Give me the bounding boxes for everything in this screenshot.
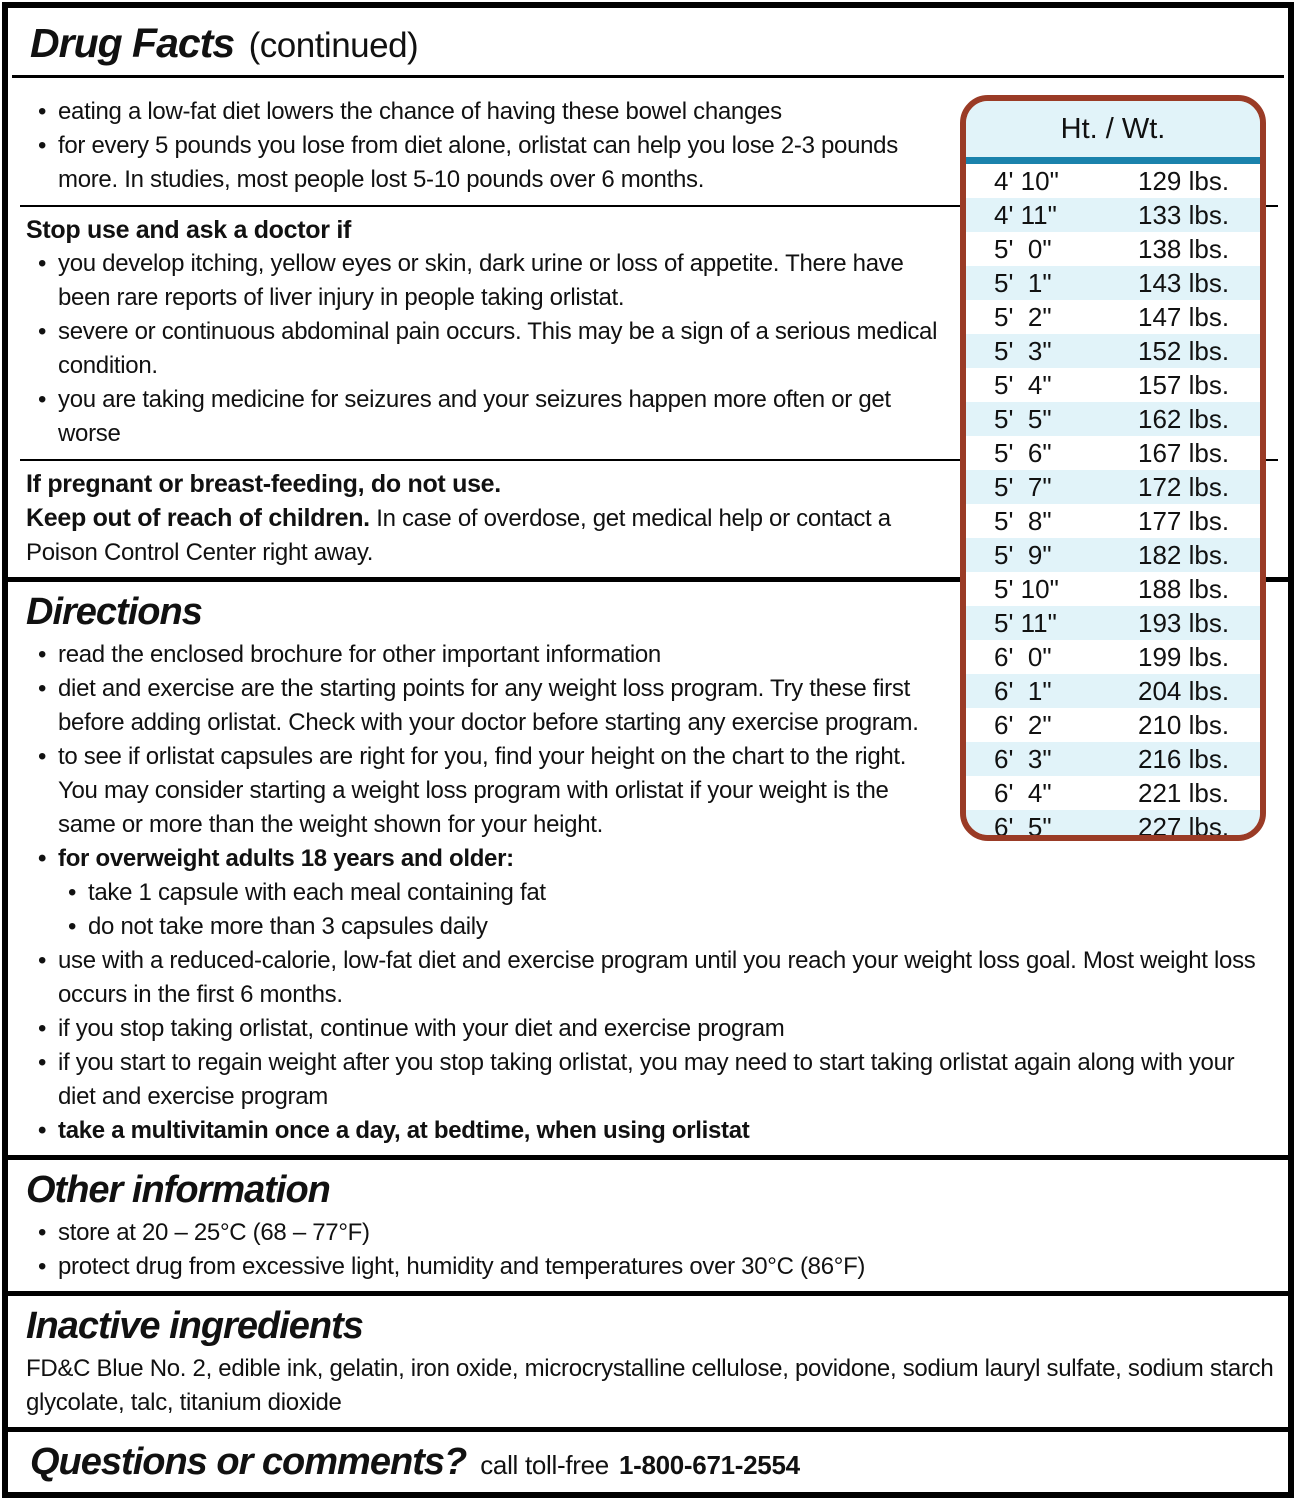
height-cell: 5' 0": [994, 234, 1052, 264]
inactive-divider: [8, 1291, 1288, 1296]
height-cell: 5' 2": [994, 302, 1052, 332]
height-cell: 6' 5": [994, 812, 1052, 841]
height-weight-table-header: Ht. / Wt.: [966, 101, 1260, 157]
inactive-heading: Inactive ingredients: [26, 1305, 363, 1347]
table-row: [966, 198, 1260, 232]
weight-cell: 129 lbs.: [1138, 166, 1230, 196]
bullet-stop-taking: • if you stop taking orlistat, continue with your diet and exercise program: [26, 1012, 1278, 1046]
weight-cell: 152 lbs.: [1138, 336, 1230, 366]
table-row: [966, 470, 1260, 504]
other-info-divider: [8, 1155, 1288, 1160]
height-cell: 6' 4": [994, 778, 1052, 808]
weight-cell: 204 lbs.: [1138, 676, 1230, 706]
phone-number: 1-800-671-2554: [618, 1450, 800, 1480]
bullet-three-capsules: • do not take more than 3 capsules daily: [56, 910, 1278, 944]
bullet-one-capsule: • take 1 capsule with each meal containing fat: [56, 876, 1278, 910]
height-cell: 6' 0": [994, 642, 1052, 672]
bullet-overweight-adults: • for overweight adults 18 years and older:: [26, 842, 1278, 876]
height-cell: 5' 3": [994, 336, 1052, 366]
questions-heading: Questions or comments?: [30, 1441, 467, 1483]
weight-cell: 172 lbs.: [1138, 472, 1230, 502]
inactive-ingredients-list: FD&C Blue No. 2, edible ink, gelatin, iron oxide, microcrystalline cellulose, povidone, sodium lauryl sulfate, sodium starch glycolate, talc, titanium dioxide: [26, 1355, 1274, 1416]
page-title: [8, 8, 1288, 69]
directions-heading: Directions: [26, 591, 202, 633]
weight-cell: 167 lbs.: [1138, 438, 1230, 468]
drug-facts-label: [2, 2, 1294, 1498]
questions-divider: [8, 1427, 1288, 1432]
bullet-protect-light: • protect drug from excessive light, humidity and temperatures over 30°C (86°F): [26, 1250, 1278, 1284]
weight-cell: 221 lbs.: [1138, 778, 1230, 808]
weight-cell: 147 lbs.: [1138, 302, 1230, 332]
pregnancy-warning: If pregnant or breast-feeding, do not use.: [26, 470, 501, 498]
weight-cell: 157 lbs.: [1138, 370, 1230, 400]
weight-cell: 199 lbs.: [1138, 642, 1230, 672]
drug-facts-title: Drug Facts: [30, 20, 235, 66]
height-cell: 5' 6": [994, 438, 1052, 468]
table-row: [966, 606, 1260, 640]
keep-out-rest: In case of overdose, get medical help or contact a Poison Control Center right away.: [26, 505, 891, 566]
weight-cell: 188 lbs.: [1138, 574, 1230, 604]
height-cell: 5' 7": [994, 472, 1052, 502]
height-cell: 5' 9": [994, 540, 1052, 570]
weight-cell: 227 lbs.: [1138, 812, 1230, 841]
height-cell: 4' 10": [994, 166, 1059, 196]
height-cell: 5' 10": [994, 574, 1059, 604]
weight-cell: 133 lbs.: [1138, 200, 1230, 230]
height-cell: 5' 1": [994, 268, 1052, 298]
weight-cell: 182 lbs.: [1138, 540, 1230, 570]
height-cell: 6' 1": [994, 676, 1052, 706]
weight-cell: 138 lbs.: [1138, 234, 1230, 264]
drug-facts-continued: (continued): [248, 26, 419, 65]
bullet-abdominal-pain: • severe or continuous abdominal pain occurs. This may be a sign of a serious medical condition.: [26, 315, 1278, 383]
questions-row: [26, 1439, 1278, 1494]
weight-cell: 143 lbs.: [1138, 268, 1230, 298]
bullet-see-chart: • to see if orlistat capsules are right for you, find your height on the chart to the right. You may consider starting a weight loss program with orlistat if your weight is the same or more than the weight shown for your height.: [26, 740, 1278, 842]
keep-out-bold: Keep out of reach of children.: [26, 504, 370, 532]
height-cell: 6' 3": [994, 744, 1052, 774]
weight-cell: 210 lbs.: [1138, 710, 1230, 740]
bullet-five-pounds: • for every 5 pounds you lose from diet alone, orlistat can help you lose 2-3 pounds more. In studies, most people lost 5-10 pounds over 6 months.: [26, 129, 1278, 197]
bullet-seizures: • you are taking medicine for seizures and your seizures happen more often or get worse: [26, 383, 1278, 451]
height-cell: 5' 8": [994, 506, 1052, 536]
height-cell: 4' 11": [994, 200, 1057, 230]
weight-cell: 193 lbs.: [1138, 608, 1230, 638]
table-row: [966, 538, 1260, 572]
bullet-diet-exercise: • diet and exercise are the starting points for any weight loss program. Try these first before adding orlistat. Check with your doctor before starting any exercise program.: [26, 672, 1278, 740]
other-info-heading: Other information: [26, 1169, 330, 1211]
height-cell: 5' 5": [994, 404, 1052, 434]
bullet-low-fat-diet: • eating a low-fat diet lowers the chance of having these bowel changes: [26, 95, 1278, 129]
bullet-read-brochure: • read the enclosed brochure for other important information: [26, 638, 1278, 672]
bullet-itching: • you develop itching, yellow eyes or skin, dark urine or loss of appetite. There have been rare reports of liver injury in people taking orlistat.: [26, 247, 1278, 315]
weight-cell: 177 lbs.: [1138, 506, 1230, 536]
stop-use-heading: Stop use and ask a doctor if: [26, 216, 351, 244]
weight-cell: 216 lbs.: [1138, 744, 1230, 774]
height-cell: 5' 11": [994, 608, 1057, 638]
bullet-multivitamin: • take a multivitamin once a day, at bedtime, when using orlistat: [26, 1114, 1278, 1148]
height-cell: 5' 4": [994, 370, 1052, 400]
label-content: [8, 78, 1288, 1494]
table-row: [966, 572, 1260, 606]
bullet-storage-temp: • store at 20 – 25°C (68 – 77°F): [26, 1216, 1278, 1250]
bullet-regain-weight: • if you start to regain weight after you stop taking orlistat, you may need to start taking orlistat again along with your diet and exercise program: [26, 1046, 1278, 1114]
weight-cell: 162 lbs.: [1138, 404, 1230, 434]
toll-free-text: call toll-free: [480, 1450, 609, 1480]
table-row: [966, 504, 1260, 538]
bullet-reduced-calorie: • use with a reduced-calorie, low-fat diet and exercise program until you reach your weight loss goal. Most weight loss occurs in the first 6 months.: [26, 944, 1278, 1012]
height-cell: 6' 2": [994, 710, 1052, 740]
